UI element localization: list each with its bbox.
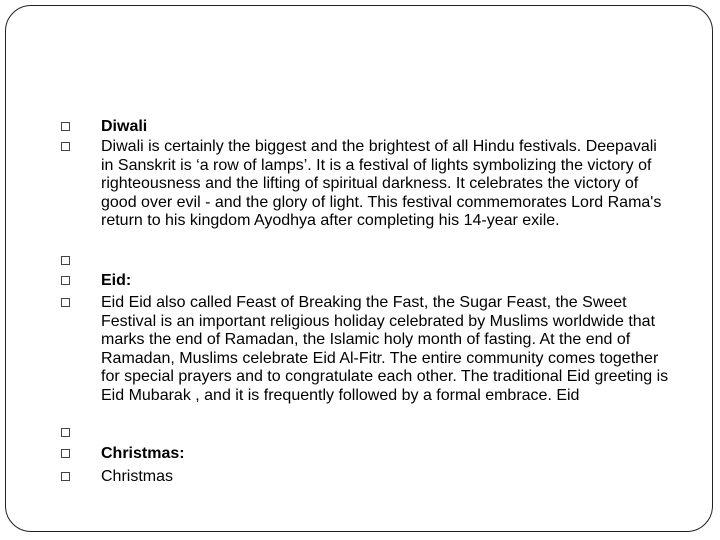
- bullet-box-icon: [61, 256, 70, 265]
- bullet-item-christmas-body: [82, 468, 682, 487]
- christmas-heading: Christmas:: [101, 445, 185, 462]
- bullet-item-diwali-heading: [82, 118, 682, 137]
- diwali-paragraph: Diwali is certainly the biggest and the brightest of all Hindu festivals. Deepavali in Sanskrit is ‘a row of lamps’. It is a festival of lights symbolizing the victory of righteousness and the lifting of spiritual darkness. It celebrates the victory of good over evil - and the glory of light. This festival commemorates Lord Rama's return to his kingdom Ayodhya after completing his 14-year exile.: [101, 138, 662, 230]
- eid-heading: Eid:: [101, 272, 132, 289]
- bullet-box-icon: [61, 298, 70, 307]
- bullet-box-icon: [61, 276, 70, 285]
- bullet-item-christmas-heading: [82, 445, 682, 464]
- bullet-item-eid-body: [82, 294, 672, 406]
- bullet-box-icon: [61, 142, 70, 151]
- bullet-box-icon: [61, 122, 70, 131]
- eid-paragraph: Eid Eid also called Feast of Breaking the Fast, the Sugar Feast, the Sweet Festival is an important religious holiday celebrated by Muslims worldwide that marks the end of Ramadan, the Islamic holy month of fasting. At the end of Ramadan, Muslims celebrate Eid Al-Fitr. The entire community comes together for special prayers and to congratulate each other. The traditional Eid greeting is Eid Mubarak , and it is frequently followed by a formal embrace. Eid: [101, 294, 669, 404]
- bullet-box-icon: [61, 449, 70, 458]
- bullet-box-icon: [61, 428, 70, 437]
- diwali-heading: Diwali: [101, 118, 148, 135]
- bullet-box-icon: [61, 472, 70, 481]
- bullet-item-diwali-body: [82, 138, 662, 231]
- bullet-item-eid-heading: [82, 272, 682, 291]
- christmas-text: Christmas: [101, 468, 174, 485]
